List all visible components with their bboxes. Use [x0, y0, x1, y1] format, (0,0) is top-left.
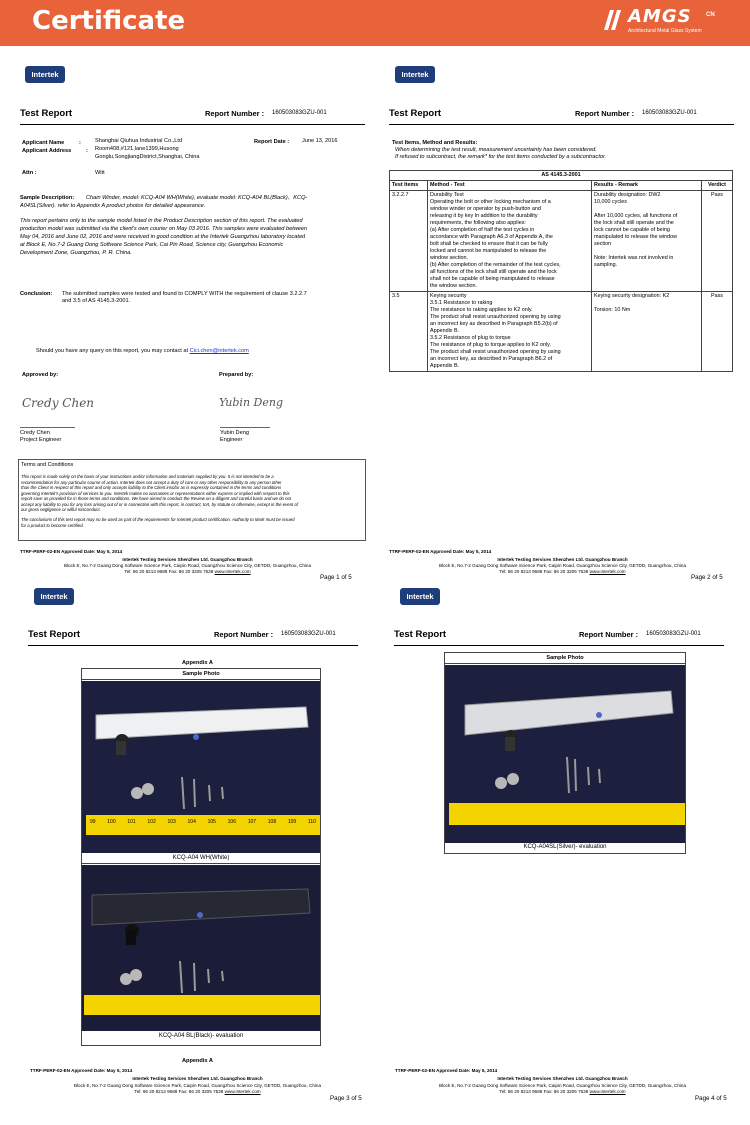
method-line: window section. [430, 255, 469, 262]
applicant-address-1: Room408,#121,lane1399,Husong [95, 146, 179, 152]
report-number: 160503083GZU-001 [272, 110, 327, 116]
result-line: manipulated to release the window [594, 234, 678, 241]
terms-line-8: The conclusions of this test report may no be used as part of the requirements for Intertek product certification. Authority to Mark must be issued [21, 517, 295, 523]
result-line: lock cannot be capable of being [594, 227, 670, 234]
approver-name: Credy Chen [20, 430, 50, 436]
footer-tel: Tel: 86 20 8213 9688 Fax: 86 20 3205 7538 [499, 569, 589, 574]
approver-title: Project Engineer [20, 437, 62, 443]
white-winder-image [82, 681, 320, 853]
preparer-title: Engineer [220, 437, 243, 443]
report-paragraph-4: at Block E, No.7-2 Guang Dong Software Science Park, Cai Pin Road, Science city, Guangzhou Economic [20, 242, 284, 248]
terms-line-9: for a product to become certified. [21, 522, 84, 528]
certificate-banner [0, 0, 750, 46]
result-line: Torsion: 10 Nm [594, 307, 631, 314]
method-line: the window section. [430, 283, 478, 290]
footer-address: Block E, No.7-2 Guang Dong Software Science Park, Caipin Road, Guangzhou Science City, GETDD, Guangzhou, China [63, 563, 312, 568]
footer-company: Intertek Testing Services Shenzhen Ltd. Guangzhou Branch [497, 1076, 628, 1081]
black-winder-image [82, 865, 320, 1031]
sample-photo-box [81, 668, 321, 1046]
divider [394, 645, 724, 646]
preparer-name: Yubin Deng [220, 430, 249, 436]
amgs-logo-icon [602, 8, 624, 32]
result-line: Keying security designation: K2 [594, 293, 670, 300]
page-number: Page 1 of 5 [320, 574, 352, 581]
header-results: Results - Remark [592, 181, 702, 191]
report-paragraph-5: Development Zone, Guangzhou, P. R. China. [20, 250, 132, 256]
approver-signature-line [20, 427, 75, 428]
terms-line-3: than the Client in respect of this report and only accepts liability to the Client insofar as is expressly contained in the terms and conditions [21, 485, 282, 491]
sample-description-1: Chain Winder, model: KCQ-A04 WH(White), evaluate model: KCQ-A04 BL(Black)、KCQ- [86, 195, 308, 201]
ruler-number: 106 [227, 819, 236, 825]
footer-tel: Tel: 86 20 8213 9688 Fax: 86 20 3205 7538 [499, 1089, 589, 1094]
method-line: releasing it by key In addition to the durability [430, 213, 538, 220]
contact-email-link[interactable]: Cici.chen@intertek.com [189, 348, 249, 354]
ruler-number: 103 [167, 819, 176, 825]
method-line: bolt shall be checked to ensure that it can be fully [430, 241, 548, 248]
report-page-3 [0, 586, 375, 1125]
ruler-number: 101 [127, 819, 136, 825]
intertek-logo: Intertek [395, 66, 435, 83]
page-title: Test Report [28, 629, 81, 640]
row-verdict: Pass [702, 191, 733, 292]
terms-body [21, 474, 361, 528]
method-line: Durability Test [430, 192, 464, 199]
ruler-number: 109 [287, 819, 297, 825]
method-line: The resistance of plug to torque applies to K2 only. [430, 342, 551, 349]
table-header-row [390, 181, 733, 191]
attn-label: Attn : [22, 170, 37, 176]
footer-company: Intertek Testing Services Shenzhen Ltd. Guangzhou Branch [497, 557, 628, 562]
applicant-name-label: Applicant Name [22, 140, 65, 146]
sample-photo-box [444, 652, 686, 854]
divider [20, 124, 365, 125]
result-line: 10,000 cycles [594, 199, 627, 206]
method-line: (a) After completion of half the test cycles in [430, 227, 535, 234]
header-method: Method - Test [428, 181, 592, 191]
ruler-number: 102 [147, 819, 156, 825]
method-line: accordance with Paragraph A6.3 of Appendix A, the [430, 234, 553, 241]
result-line: the lock shall still operate and the [594, 220, 674, 227]
note-2: If refused to subcontract, the remark* for the test items conducted by a subcontractor. [395, 154, 607, 160]
footer-web-link[interactable]: www.intertek.com [589, 569, 626, 574]
report-paragraph-3: May 04, 2016 and June 02, 2016 and were received in good condition at the Intertek Guangzhou laboratory located [20, 234, 306, 240]
tape-measure-ruler [90, 819, 316, 825]
header-verdict: Verdict [702, 181, 733, 191]
caption-white: KCQ-A04 WH(White) [172, 855, 230, 861]
silver-winder-image [445, 665, 685, 843]
product-photo-black [82, 865, 320, 1031]
divider [389, 124, 734, 125]
method-line: shall not be capable of being manipulated to release [430, 276, 555, 283]
report-number: 160503083GZU-001 [642, 110, 697, 116]
sample-description-2: A04SL(Silver). refer to Appendix A product photos for detailed appearance. [20, 203, 206, 209]
ruler-number: 105 [207, 819, 216, 825]
caption-black: KCQ-A04 BL(Black)- evaluation [158, 1033, 244, 1039]
photo-header-divider [445, 663, 685, 664]
footer-web-link[interactable]: www.intertek.com [589, 1089, 626, 1094]
result-line [594, 300, 699, 307]
method-line: Appendix B. [430, 328, 460, 335]
result-line: After 10,000 cycles, all functions of [594, 213, 678, 220]
approver-signature: Credy Chen [22, 396, 95, 410]
attn: Witt [95, 170, 105, 176]
form-id: TTRF-PERF-02-EN Approved Date: May 5, 2014 [389, 549, 492, 554]
report-number-label: Report Number : [575, 109, 635, 118]
ruler-number: 110 [307, 819, 316, 825]
sample-photo-header: Sample Photo [182, 671, 220, 677]
result-line [594, 248, 699, 255]
page-title: Test Report [20, 108, 73, 119]
footer-web-link[interactable]: www.intertek.com [224, 1089, 261, 1094]
terms-line-7: our gross negligence or wilful misconduct. [21, 507, 101, 513]
footer-web-link[interactable]: www.intertek.com [214, 569, 251, 574]
ruler-number: 108 [267, 819, 277, 825]
page-title: Test Report [394, 629, 447, 640]
header-test-items: Test Items [390, 181, 428, 191]
result-line: Note: Intertek was not involved in [594, 255, 674, 262]
report-number-label: Report Number : [205, 109, 265, 118]
row-method [428, 191, 592, 292]
applicant-name: Shanghai Qiuhua Industrial Co.,Ltd [95, 138, 183, 144]
terms-line-1: This report is made solely on the basis of your instructions and/or information and materials supplied by you. It is not intended to be a [21, 474, 274, 479]
report-paragraph-1: This report pertains only to the sample model listed in the Product Description section of this report. The evaluated [20, 218, 303, 224]
ruler-number: 107 [247, 819, 257, 825]
report-paragraph-2: production model was submitted via the client's own courier on May 03 2016. This samples were evaluated between [20, 226, 308, 232]
row-result [592, 292, 702, 372]
divider [28, 645, 358, 646]
row-verdict: Pass [702, 292, 733, 372]
report-date: June 13, 2016 [302, 138, 338, 144]
method-line: all functions of the lock shall still operate and the lock [430, 269, 557, 276]
report-number: 160503083GZU-001 [646, 631, 701, 637]
report-number-label: Report Number : [579, 630, 639, 639]
footer-address: Block E, No.7-2 Guang Dong Software Science Park, Caipin Road, Guangzhou Science City, GETDD, Guangzhou, China [438, 563, 687, 568]
method-line: window winder or operator by push-button and [430, 206, 541, 213]
terms-line-2: recommendation for any particular course of action. Intertek does not accept a duty of care or any other responsibility to any person other [21, 479, 282, 485]
method-line: The resistance to raking applies to K2 only. [430, 307, 533, 314]
footer-tel: Tel: 86 20 8213 9688 Fax: 86 20 3205 7538 [134, 1089, 224, 1094]
terms-title: Terms and Conditions [21, 462, 74, 468]
prepared-by-label: Prepared by: [219, 372, 254, 378]
table-row [390, 191, 733, 292]
ruler-number: 100 [107, 819, 116, 825]
report-number: 160503083GZU-001 [281, 631, 336, 637]
photo-header-divider [82, 679, 320, 680]
note-1: When determining the test result, measurement uncertainty has been considered. [395, 147, 597, 153]
report-number-label: Report Number : [214, 630, 274, 639]
intertek-logo: Intertek [25, 66, 65, 83]
method-line: Operating the bolt or other locking mechanism of a [430, 199, 551, 206]
footer-contact [10, 1089, 385, 1094]
page-number: Page 2 of 5 [691, 574, 723, 581]
sample-description-label: Sample Description: [20, 195, 75, 201]
approved-by-label: Approved by: [22, 372, 59, 378]
method-line: an incorrect key, as described in Paragraph B6.2 of [430, 356, 553, 363]
footer-tel: Tel: 86 20 8213 9688 Fax: 86 20 3205 7538 [124, 569, 214, 574]
report-date-label: Report Date : [254, 139, 290, 145]
intertek-logo: Intertek [34, 588, 74, 605]
preparer-signature: Yubin Deng [219, 396, 283, 409]
footer-contact [375, 1089, 750, 1094]
standard-caption: AS 4145.3-2001 [390, 171, 733, 181]
applicant-address-2: Gonglu,SongjiangDistrict,Shanghai, China [95, 154, 200, 160]
colon: : [79, 140, 81, 146]
appendix-label-bottom: Appendix A [182, 1058, 213, 1064]
preparer-signature-line [220, 427, 270, 428]
ruler-number: 104 [187, 819, 196, 825]
terms-line-5: report save as provided for in those terms and conditions. We have aimed to conduct the Review on a diligent and careful basis and we do not [21, 496, 292, 502]
sample-photo-header: Sample Photo [546, 655, 584, 661]
test-items-title: Test Items, Method and Results: [392, 140, 478, 146]
product-photo-white [82, 681, 320, 853]
conclusion-label: Conclusion: [20, 291, 53, 297]
caption-divider [82, 863, 320, 864]
form-id: TTRF-PERF-02-EN Approved Date: May 5, 2014 [395, 1068, 498, 1073]
page-number: Page 4 of 5 [695, 1095, 727, 1102]
method-line: The product shall resist unauthorized opening by using [430, 349, 561, 356]
method-line: requirements, the following also applies: [430, 220, 526, 227]
method-line: 3.5.1 Resistance to raking [430, 300, 493, 307]
logo-text: AMGS [628, 6, 692, 27]
report-page-1 [0, 46, 375, 586]
amgs-logo [602, 6, 732, 40]
row-method [428, 292, 592, 372]
result-line: sampling. [594, 262, 618, 269]
terms-and-conditions [18, 459, 366, 541]
terms-line-4: governing Intertek's provision of services to you. Intertek makes no warranties or representations either express or implied with respect to this [21, 490, 290, 496]
footer-address: Block E, No.7-2 Guang Dong Software Science Park, Caipin Road, Guangzhou Science City, GETDD, Guangzhou, China [73, 1083, 322, 1088]
logo-cn: CN [706, 12, 715, 18]
footer-contact [0, 569, 375, 574]
caption-silver: KCQ-A04SL(Silver)- evaluation [523, 844, 607, 850]
row-item: 3.5 [390, 292, 428, 372]
banner-title: Certificate [32, 6, 186, 36]
logo-subtitle: Architectural Metal Glass System [628, 28, 702, 34]
table-row [390, 292, 733, 372]
conclusion-1: The submitted samples were tested and found to COMPLY WITH the requirement of clause 3.2.2.7 [62, 291, 307, 297]
method-line: locked and cannot be manipulated to release the [430, 248, 547, 255]
footer-address: Block E, No.7-2 Guang Dong Software Science Park, Caipin Road, Guangzhou Science City, GETDD, Guangzhou, China [438, 1083, 687, 1088]
form-id: TTRF-PERF-02-EN Approved Date: May 5, 2014 [30, 1068, 133, 1073]
terms-line-6: accept any liability to you for any loss arising out of or in connection with this report, in contract, tort, by statute or otherwise, except in the event of [21, 501, 299, 507]
footer-company: Intertek Testing Services Shenzhen Ltd. Guangzhou Branch [132, 1076, 263, 1081]
query-text-label: Should you have any query on this report, you may contact at [36, 348, 189, 354]
result-line: section [594, 241, 612, 248]
product-photo-silver [445, 665, 685, 843]
method-line: an incorrect key as described in Paragraph B5.2(b) of [430, 321, 558, 328]
method-line: The product shall resist unauthorized opening by using [430, 314, 561, 321]
method-line: Appendix B. [430, 363, 460, 370]
result-line [594, 206, 699, 213]
report-page-2 [375, 46, 750, 586]
result-line: Durability designation: DW2 [594, 192, 661, 199]
colon: : [86, 148, 88, 154]
ruler-number: 99 [90, 819, 96, 825]
footer-company: Intertek Testing Services Shenzhen Ltd. Guangzhou Branch [122, 557, 253, 562]
table-caption-row [390, 171, 733, 181]
row-result [592, 191, 702, 292]
query-text [36, 348, 249, 355]
method-line: (b) After completion of the remainder of the test cycles, [430, 262, 561, 269]
report-page-4 [375, 586, 750, 1125]
intertek-logo: Intertek [400, 588, 440, 605]
row-item: 3.2.2.7 [390, 191, 428, 292]
page-number: Page 3 of 5 [330, 1095, 362, 1102]
conclusion-2: and 3.5 of AS 4145.3-2001. [62, 298, 131, 304]
appendix-label: Appendix A [182, 660, 213, 666]
page-title: Test Report [389, 108, 442, 119]
method-line: 3.5.2 Resistance of plug to torque [430, 335, 511, 342]
method-line: Keying security [430, 293, 467, 300]
applicant-address-label: Applicant Address [22, 148, 72, 154]
results-table [389, 170, 733, 372]
form-id: TTRF-PERF-02-EN Approved Date: May 5, 2014 [20, 549, 123, 554]
